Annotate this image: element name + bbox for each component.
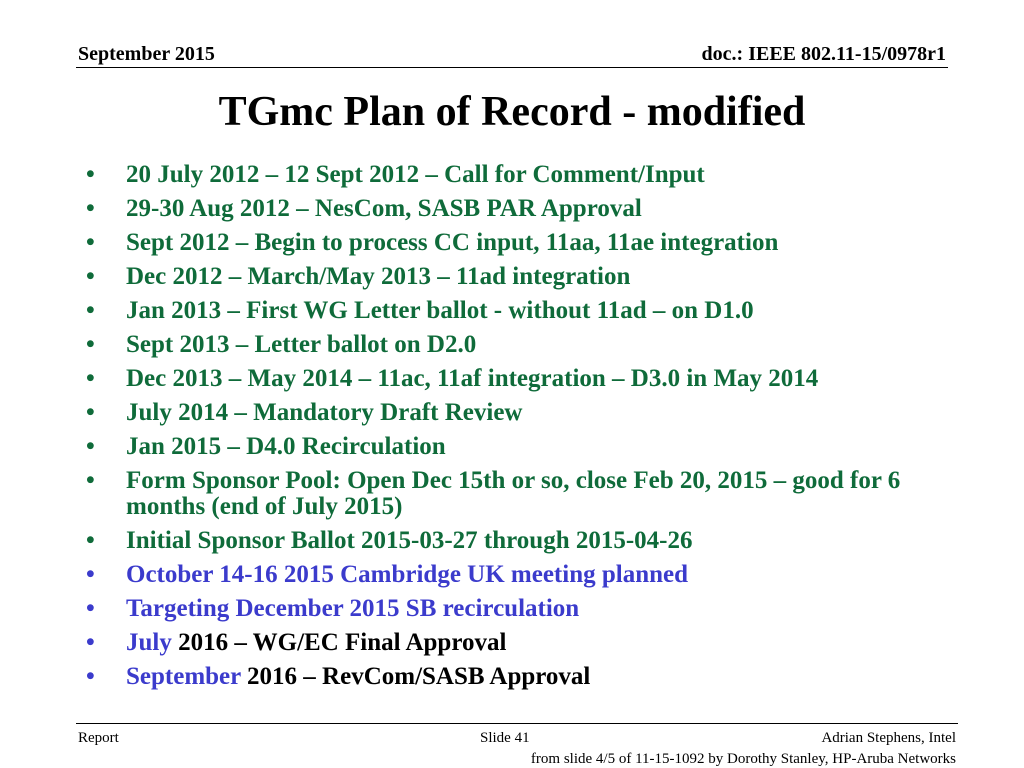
bullet-item: [86, 162, 946, 188]
footer-rule: [76, 723, 958, 724]
bullet-marker: •: [86, 595, 95, 622]
bullet-item: [86, 562, 946, 588]
bullet-marker: •: [86, 161, 95, 188]
header-rule: [76, 67, 948, 68]
bullet-marker: •: [86, 561, 95, 588]
bullet-text: September: [126, 663, 241, 690]
bullet-marker: •: [86, 297, 95, 324]
bullet-text: October 14-16 2015 Cambridge UK meeting planned: [126, 561, 689, 588]
header-doc-id: doc.: IEEE 802.11-15/0978r1: [701, 43, 946, 65]
bullet-list: [86, 162, 946, 698]
bullet-text: 2016 – RevCom/SASB Approval: [240, 663, 591, 690]
bullet-item: [86, 264, 946, 290]
bullet-item: [86, 400, 946, 426]
bullet-marker: •: [86, 629, 95, 656]
bullet-item: [86, 434, 946, 460]
bullet-marker: •: [86, 263, 95, 290]
bullet-item: [86, 596, 946, 622]
bullet-marker: •: [86, 365, 95, 392]
bullet-item: [86, 630, 946, 656]
bullet-text: 2016 – WG/EC Final Approval: [171, 629, 507, 656]
bullet-marker: •: [86, 399, 95, 426]
bullet-text: Dec 2013 – May 2014 – 11ac, 11af integration – D3.0 in May 2014: [126, 365, 819, 392]
bullet-item: [86, 196, 946, 222]
bullet-item: [86, 230, 946, 256]
bullet-item: [86, 468, 946, 520]
bullet-text: Targeting December 2015 SB recirculation: [126, 595, 580, 622]
slide-title: TGmc Plan of Record - modified: [218, 89, 806, 135]
bullet-item: [86, 366, 946, 392]
bullet-text: Jan 2015 – D4.0 Recirculation: [126, 433, 446, 460]
bullet-marker: •: [86, 527, 95, 554]
bullet-marker: •: [86, 331, 95, 358]
header-date: September 2015: [78, 43, 215, 65]
bullet-marker: •: [86, 195, 95, 222]
bullet-text: Initial Sponsor Ballot 2015-03-27 through 2015-04-26: [126, 527, 693, 554]
footer-author: Adrian Stephens, Intel: [821, 730, 956, 746]
bullet-item: [86, 664, 946, 690]
bullet-text: Form Sponsor Pool: Open Dec 15th or so, close Feb 20, 2015 – good for 6 months (end of July 2015): [126, 467, 901, 520]
footer-left: Report: [78, 730, 119, 746]
bullet-text: Dec 2012 – March/May 2013 – 11ad integration: [126, 263, 631, 290]
bullet-marker: •: [86, 663, 95, 690]
footer-slide-number: Slide 41: [480, 730, 530, 746]
bullet-text: July: [126, 629, 172, 656]
bullet-text: 29-30 Aug 2012 – NesCom, SASB PAR Approval: [126, 195, 642, 222]
footer-source: from slide 4/5 of 11-15-1092 by Dorothy Stanley, HP-Aruba Networks: [530, 751, 956, 767]
bullet-text: July 2014 – Mandatory Draft Review: [126, 399, 523, 426]
bullet-text: Sept 2013 – Letter ballot on D2.0: [126, 331, 477, 358]
bullet-text: Sept 2012 – Begin to process CC input, 11aa, 11ae integration: [126, 229, 779, 256]
bullet-marker: •: [86, 433, 95, 460]
bullet-item: [86, 332, 946, 358]
bullet-marker: •: [86, 467, 95, 494]
bullet-text: 20 July 2012 – 12 Sept 2012 – Call for Comment/Input: [126, 161, 705, 188]
bullet-item: [86, 298, 946, 324]
bullet-text: Jan 2013 – First WG Letter ballot - without 11ad – on D1.0: [126, 297, 754, 324]
bullet-item: [86, 528, 946, 554]
bullet-marker: •: [86, 229, 95, 256]
